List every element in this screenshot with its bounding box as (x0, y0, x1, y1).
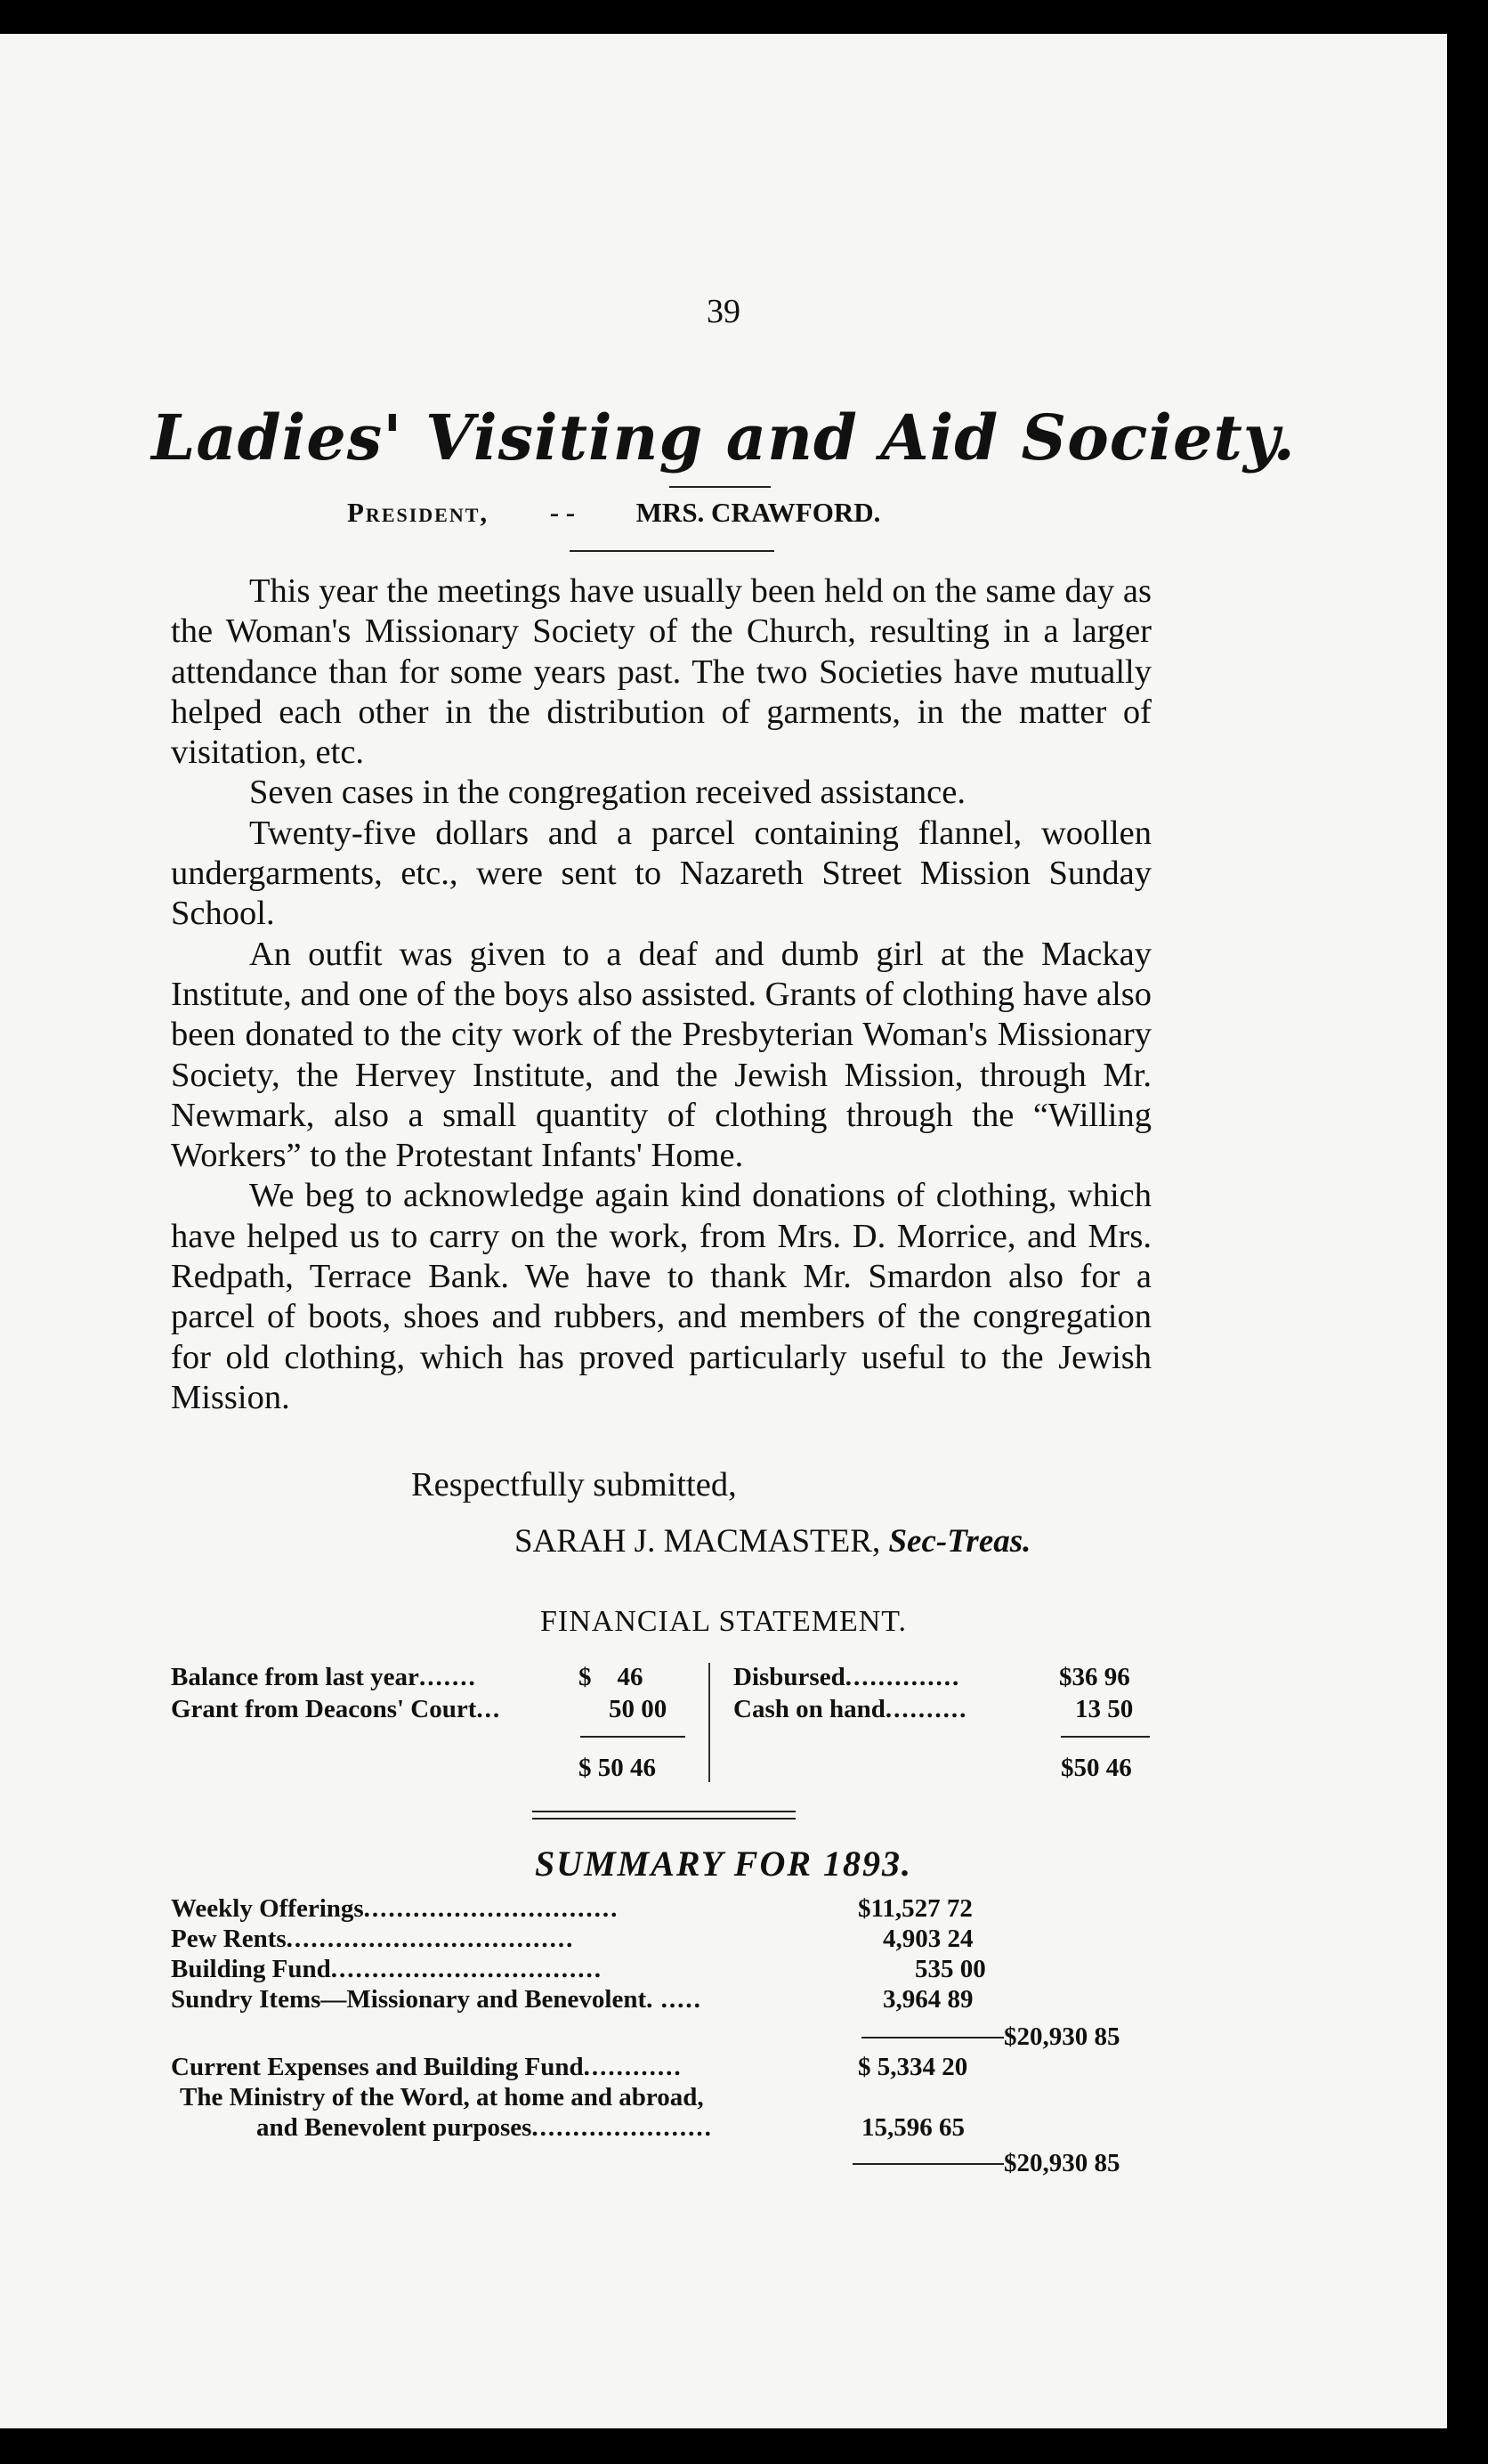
summary-amount: $ 5,334 20 (858, 2053, 968, 2081)
signature-name: SARAH J. MACMASTER, (514, 1523, 881, 1560)
page-number: 39 (707, 293, 740, 330)
section-divider (532, 1818, 796, 1820)
summary-heading: SUMMARY FOR 1893. (534, 1844, 913, 1884)
report-body (171, 571, 1152, 1418)
fin-left-row: Grant from Deacons' Court... (171, 1695, 502, 1723)
president-label: President, (347, 497, 489, 528)
summary-row: Pew Rents................................... (171, 1925, 575, 1953)
section-divider (532, 1811, 796, 1812)
fin-left-total: $ 50 46 (578, 1754, 656, 1782)
fin-right-amount: 13 50 (1075, 1695, 1134, 1723)
column-separator (708, 1663, 710, 1782)
summary-amount: 3,964 89 (883, 1985, 974, 2014)
president-name: MRS. CRAWFORD. (635, 497, 881, 528)
summary-amount: 535 00 (915, 1955, 986, 1983)
paragraph: We beg to acknowledge again kind donations of clothing, which have helped us to carry on the work, from Mrs. D. Morrice, and Mrs. Redpath, Terrace Bank. We have to thank Mr. Smardon also for a parcel of boots, shoes and rubbers, and members of the congregation for old clothing, which has proved particularly useful to the Jewish Mission. (171, 1177, 1152, 1416)
fin-right-total: $50 46 (1061, 1754, 1132, 1782)
summary-row: Weekly Offerings............................... (171, 1894, 619, 1923)
paragraph: An outfit was given to a deaf and dumb girl at the Mackay Institute, and one of the boys also assisted. Grants of clothing have also been donated to the city work of the Presbyterian Woman's Missionary Society, the Hervey Institute, and the Jewish Mission, through Mr. Newmark, also a small quantity of clothing through the “Willing Workers” to the Protestant Infants' Home. (171, 935, 1152, 1175)
closing: Respectfully submitted, (411, 1466, 737, 1504)
total-rule (580, 1736, 685, 1738)
summary-amount: $11,527 72 (858, 1894, 973, 1923)
president-line (347, 497, 880, 529)
summary-amount: 4,903 24 (883, 1925, 974, 1953)
document-page (0, 34, 1447, 2428)
total-rule (861, 2037, 1004, 2038)
summary-row: Building Fund................................. (171, 1955, 602, 1983)
summary-row: The Ministry of the Word, at home and abroad, (180, 2083, 704, 2111)
summary-total: $20,930 85 (1004, 2022, 1120, 2051)
paragraph: This year the meetings have usually been held on the same day as the Woman's Missionary Society of the Church, resulting in a larger attendance than for some years past. The two Societies have mutually helped each other in the distribution of garments, in the matter of visitation, etc. (171, 572, 1152, 772)
financial-heading: FINANCIAL STATEMENT. (539, 1605, 908, 1638)
fin-left-row: Balance from last year....... (171, 1663, 477, 1691)
total-rule (853, 2163, 1004, 2165)
fin-right-row: Cash on hand.......... (733, 1695, 968, 1723)
paragraph: Twenty-five dollars and a parcel containing flannel, woollen undergarments, etc., were sent to Nazareth Street Mission Sunday School. (171, 814, 1152, 933)
page-title: Ladies' Visiting and Aid Society. (151, 401, 1296, 474)
total-rule (1061, 1736, 1150, 1738)
summary-row: and Benevolent purposes...................... (256, 2113, 713, 2142)
president-dashes: - - (549, 497, 576, 528)
fin-left-amount: $ 46 (578, 1663, 643, 1691)
divider (669, 486, 771, 488)
signature-role: Sec-Treas. (888, 1523, 1031, 1560)
summary-row: Sundry Items—Missionary and Benevolent. ..... (171, 1985, 702, 2014)
fin-right-amount: $36 96 (1059, 1663, 1130, 1691)
divider (570, 550, 774, 552)
summary-total: $20,930 85 (1004, 2149, 1120, 2177)
paragraph: Seven cases in the congregation received assistance. (249, 774, 966, 812)
fin-right-row: Disbursed.............. (733, 1663, 961, 1691)
summary-amount: 15,596 65 (861, 2113, 965, 2142)
summary-row: Current Expenses and Building Fund............ (171, 2053, 683, 2081)
fin-left-amount: 50 00 (609, 1695, 667, 1723)
signature (514, 1522, 1031, 1560)
